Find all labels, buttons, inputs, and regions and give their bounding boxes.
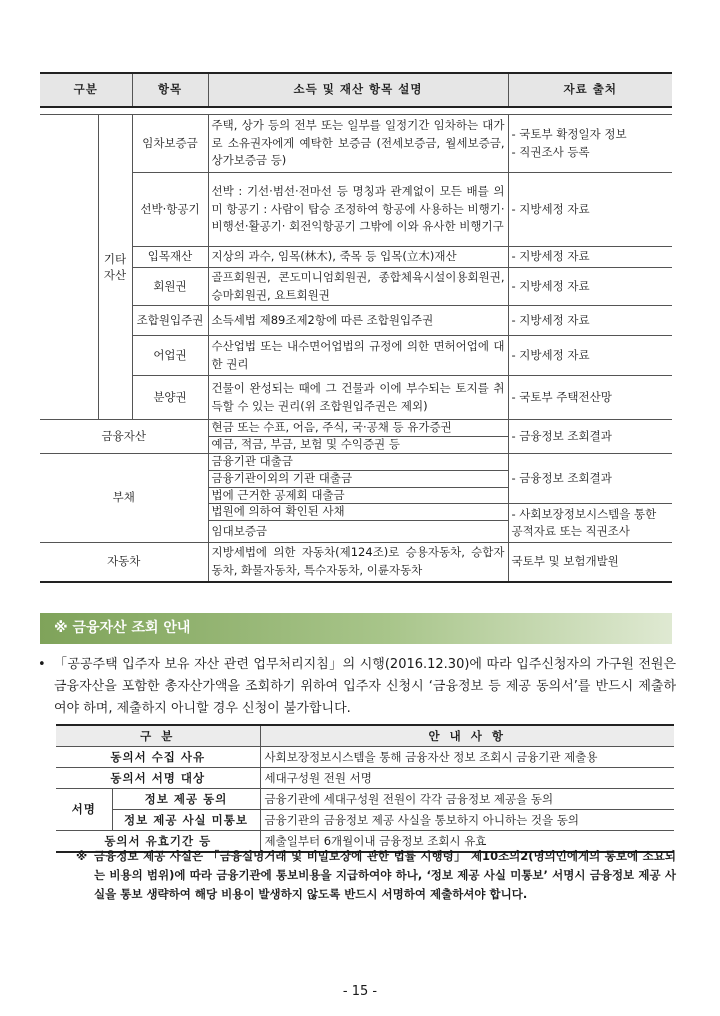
section-banner	[40, 613, 672, 644]
item-name: 분양권	[132, 376, 208, 420]
table-row-finance	[40, 420, 672, 437]
item-source: - 국토부 확정일자 정보 - 직권조사 등록	[508, 115, 672, 173]
banner-title: ※ 금융자산 조회 안내	[54, 620, 191, 636]
car-label: 자동차	[40, 543, 208, 582]
consent-table-header	[56, 725, 674, 747]
car-source: 국토부 및 보험개발원	[508, 543, 672, 582]
item-description: 건물이 완성되는 때에 그 건물과 이에 부수되는 토지를 취득할 수 있는 권리(위 조합원입주권은 제외)	[208, 376, 508, 420]
bullet-icon: •	[38, 657, 46, 672]
item-description: 선박 : 기선·범선·전마선 등 명칭과 관계없이 모든 배를 의미 항공기 : 사람이 탑승 조정하여 항공에 사용하는 비행기·비행선·활공기· 회전익항공기 그밖에 이와 유사한 비행기구	[208, 173, 508, 247]
item-source: - 지방세정 자료	[508, 336, 672, 376]
note-mark: ※	[76, 849, 88, 863]
group-label-signature: 서명	[56, 789, 112, 831]
table-row-debt	[40, 454, 672, 471]
item-description: 지상의 과수, 임목(林木), 죽목 등 입목(立木)재산	[208, 247, 508, 268]
item-description: 소득세법 제89조제2항에 따른 조합원입주권	[208, 306, 508, 336]
page-number: - 15 -	[342, 984, 378, 999]
table-gap	[40, 107, 672, 115]
finance-label: 금융자산	[40, 420, 208, 454]
table-row	[40, 376, 672, 420]
asset-table	[40, 72, 672, 583]
item-source: - 지방세정 자료	[508, 173, 672, 247]
item-source: - 지방세정 자료	[508, 306, 672, 336]
item-source: - 지방세정 자료	[508, 247, 672, 268]
row-label: 동의서 유효기간 등	[56, 831, 260, 853]
header-division: 구 분	[56, 725, 260, 747]
item-source: - 국토부 주택전산망	[508, 376, 672, 420]
debt-source-1: - 금융정보 조회결과	[508, 454, 672, 504]
item-name: 임차보증금	[132, 115, 208, 173]
table-row	[56, 768, 674, 789]
table-row	[40, 336, 672, 376]
header-description: 소득 및 재산 항목 설명	[208, 73, 508, 107]
table-row	[40, 247, 672, 268]
row-label: 동의서 서명 대상	[56, 768, 260, 789]
group-label-other-assets: 기타 자산	[98, 115, 132, 420]
row-value: 금융기관의 금융정보 제공 사실을 통보하지 아니하는 것을 동의	[260, 810, 674, 831]
table-row-car	[40, 543, 672, 582]
item-description: 주택, 상가 등의 전부 또는 일부를 일정기간 임차하는 대가로 소유권자에게 예탁한 보증금 (전세보증금, 월세보증금, 상가보증금 등)	[208, 115, 508, 173]
debt-desc-4: 법원에 의하여 확인된 사채	[208, 504, 508, 521]
consent-table	[56, 724, 674, 853]
header-guidance: 안 내 사 항	[260, 725, 674, 747]
table-row	[56, 789, 674, 810]
header-item: 항목	[132, 73, 208, 107]
footnote	[76, 847, 676, 904]
debt-source-2: - 사회보장정보시스템을 통한 공적자료 또는 직권조사	[508, 504, 672, 543]
debt-desc-1: 금융기관 대출금	[208, 454, 508, 471]
table-row	[40, 173, 672, 247]
header-source: 자료 출처	[508, 73, 672, 107]
table-row	[40, 267, 672, 306]
header-category: 구분	[40, 73, 132, 107]
blank-cell	[40, 115, 98, 420]
item-name: 조합원입주권	[132, 306, 208, 336]
table-row	[40, 115, 672, 173]
row-value: 사회보장정보시스템을 통해 금융자산 정보 조회시 금융기관 제출용	[260, 747, 674, 768]
table-row	[56, 747, 674, 768]
item-name: 입목재산	[132, 247, 208, 268]
debt-desc-5: 임대보증금	[208, 521, 508, 543]
table-row	[40, 306, 672, 336]
item-name: 회원권	[132, 267, 208, 306]
note-text: 금융정보 제공 사실은 「금융실명거래 및 비밀보장에 관한 법률 시행령」 제10조의2(명의인에게의 통보에 소요되는 비용의 범위)에 따라 금융기관에 통보비용을 지급하여야 하나, ‘정보 제공 사실 미통보’ 서명시 금융정보 제공 사실을 통보 생략하여 해당 비용이 발생하지 않도록 반드시 서명하여 제출하셔야 합니다.	[94, 849, 676, 901]
row-value: 금융기관에 세대구성원 전원이 각각 금융정보 제공을 동의	[260, 789, 674, 810]
row-label: 정보 제공 사실 미통보	[112, 810, 260, 831]
debt-label: 부채	[40, 454, 208, 543]
row-label: 동의서 수집 사유	[56, 747, 260, 768]
debt-desc-2: 금융기관이외의 기관 대출금	[208, 470, 508, 487]
row-label: 정보 제공 동의	[112, 789, 260, 810]
item-description: 수산업법 또는 내수면어업법의 규정에 의한 면허어업에 대한 권리	[208, 336, 508, 376]
row-value: 세대구성원 전원 서명	[260, 768, 674, 789]
table-row	[56, 810, 674, 831]
finance-source: - 금융정보 조회결과	[508, 420, 672, 454]
item-name: 선박·항공기	[132, 173, 208, 247]
car-desc: 지방세법에 의한 자동차(제124조)로 승용자동차, 승합자동차, 화물자동차, 특수자동차, 이륜자동차	[208, 543, 508, 582]
row-value: 제출일부터 6개월이내 금융정보 조회시 유효	[260, 831, 674, 853]
item-name: 어업권	[132, 336, 208, 376]
item-source: - 지방세정 자료	[508, 267, 672, 306]
debt-desc-3: 법에 근거한 공제회 대출금	[208, 487, 508, 504]
finance-desc-2: 예금, 적금, 부금, 보험 및 수익증권 등	[208, 437, 508, 454]
notice-paragraph: 「공공주택 입주자 보유 자산 관련 업무처리지침」의 시행(2016.12.30)에 따라 입주신청자의 가구원 전원은 금융자산을 포함한 총자산가액을 조회하기 위하여 입주자 신청시 ‘금융정보 등 제공 동의서’를 반드시 제출하여야 하며, 제출하지 아니할 경우 신청이 불가합니다.	[54, 657, 676, 716]
finance-desc-1: 현금 또는 수표, 어음, 주식, 국·공채 등 유가증권	[208, 420, 508, 437]
asset-table-header	[40, 73, 672, 107]
item-description: 골프회원권, 콘도미니엄회원권, 종합체육시설이용회원권, 승마회원권, 요트회원권	[208, 267, 508, 306]
